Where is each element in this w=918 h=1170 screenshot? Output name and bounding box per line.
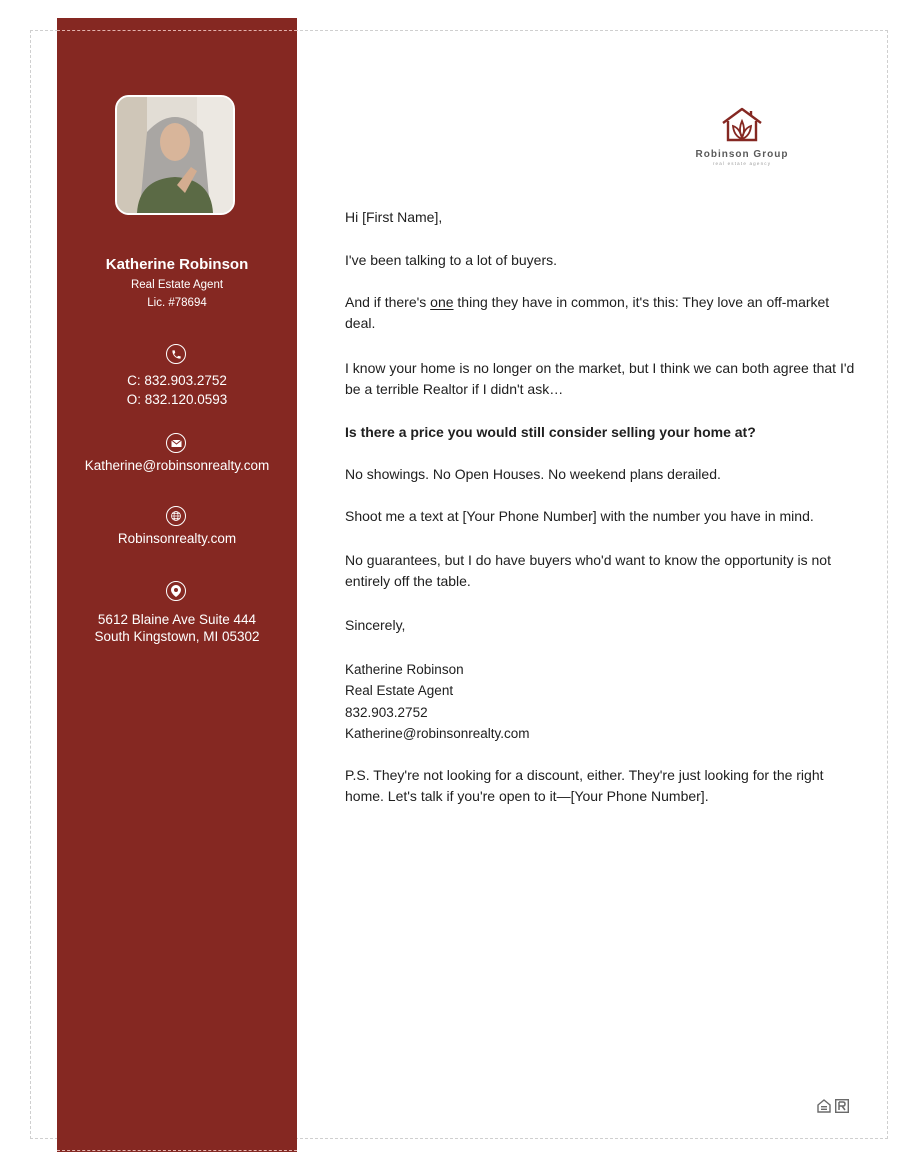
logo-company-name: Robinson Group <box>695 149 789 160</box>
house-leaf-logo-icon <box>718 106 766 142</box>
letter-postscript: P.S. They're not looking for a discount, either. They're just looking for the right home. Let's talk if you're open to it—[Your Phone Number]. <box>345 767 824 804</box>
agent-photo <box>115 95 235 215</box>
letter-greeting: Hi [First Name], <box>345 209 443 225</box>
sidebar <box>57 18 297 1152</box>
footer-icons <box>817 1099 849 1113</box>
agent-title: Real Estate Agent <box>130 279 224 291</box>
realtor-icon <box>835 1099 849 1113</box>
p2-underlined-word: one <box>430 294 454 310</box>
p2-after: thing they have in common, it's this: They love an off-market deal. <box>345 294 830 331</box>
agent-office-phone[interactable]: O: 832.120.0593 <box>126 392 228 407</box>
agent-cell-phone[interactable]: C: 832.903.2752 <box>127 373 227 388</box>
location-pin-icon <box>166 581 186 601</box>
agent-address-line2: South Kingstown, MI 05302 <box>94 629 260 644</box>
letter-question: Is there a price you would still consider selling your home at? <box>345 424 756 440</box>
signature-phone: 832.903.2752 <box>345 705 428 720</box>
letter-paragraph-1: I've been talking to a lot of buyers. <box>345 252 558 268</box>
equal-housing-icon <box>817 1099 831 1113</box>
agent-portrait-image <box>117 97 233 213</box>
letter-closing: Sincerely, <box>345 617 406 633</box>
signature-title: Real Estate Agent <box>345 683 454 698</box>
signature-email: Katherine@robinsonrealty.com <box>345 726 530 741</box>
globe-icon <box>166 506 186 526</box>
letter-paragraph-4: No showings. No Open Houses. No weekend plans derailed. <box>345 466 721 482</box>
agent-website[interactable]: Robinsonrealty.com <box>117 531 237 546</box>
phone-icon <box>166 344 186 364</box>
logo-tagline: real estate agency <box>712 161 772 166</box>
email-icon <box>166 433 186 453</box>
agent-name: Katherine Robinson <box>105 256 249 273</box>
letter-paragraph-2 <box>345 292 857 334</box>
letter-paragraph-5: Shoot me a text at [Your Phone Number] with the number you have in mind. <box>345 508 814 524</box>
p2-before: And if there's <box>345 294 431 310</box>
agent-license: Lic. #78694 <box>147 297 207 309</box>
letter-paragraph-3: I know your home is no longer on the market, but I think we can both agree that I'd be a terrible Realtor if I didn't ask… <box>345 360 855 397</box>
company-logo <box>690 106 794 166</box>
agent-address-line1: 5612 Blaine Ave Suite 444 <box>97 612 257 627</box>
signature-name: Katherine Robinson <box>345 662 464 677</box>
agent-email[interactable]: Katherine@robinsonrealty.com <box>84 458 270 473</box>
letter-paragraph-6: No guarantees, but I do have buyers who'd want to know the opportunity is not entirely off the table. <box>345 552 831 589</box>
